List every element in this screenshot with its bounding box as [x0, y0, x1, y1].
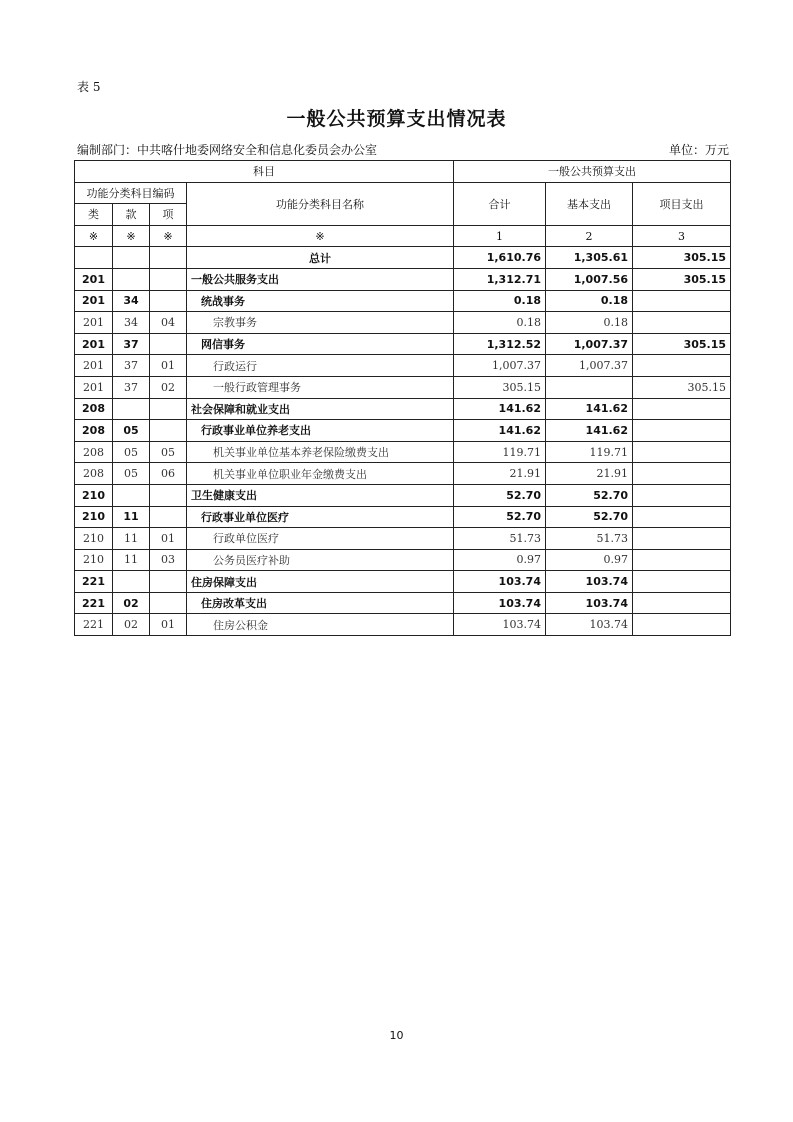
xiang-code-cell: 01	[150, 614, 187, 636]
total-amount-cell: 1,610.76	[454, 247, 546, 269]
basic-amount-cell: 141.62	[546, 420, 633, 442]
code-group-header: 功能分类科目编码	[75, 182, 187, 204]
kuan-code-cell: 11	[113, 528, 150, 550]
basic-amount-cell: 103.74	[546, 571, 633, 593]
basic-amount-cell: 103.74	[546, 614, 633, 636]
basic-header: 基本支出	[546, 182, 633, 225]
total-header: 合计	[454, 182, 546, 225]
lei-code-cell: 201	[75, 268, 113, 290]
mark-cell: ※	[150, 225, 187, 247]
total-amount-cell: 305.15	[454, 376, 546, 398]
basic-amount-cell: 1,007.56	[546, 268, 633, 290]
total-amount-cell: 21.91	[454, 463, 546, 485]
kuan-code-cell: 34	[113, 290, 150, 312]
subject-header: 科目	[75, 161, 454, 183]
subject-name-cell: 机关事业单位职业年金缴费支出	[187, 463, 454, 485]
xiang-code-cell: 02	[150, 376, 187, 398]
budget-group-header: 一般公共预算支出	[454, 161, 731, 183]
subject-name-cell: 一般公共服务支出	[187, 268, 454, 290]
kuan-code-cell	[113, 398, 150, 420]
project-amount-cell: 305.15	[633, 247, 731, 269]
subject-name-cell: 卫生健康支出	[187, 484, 454, 506]
xiang-code-cell	[150, 592, 187, 614]
project-amount-cell	[633, 614, 731, 636]
subject-name-cell: 住房改革支出	[187, 592, 454, 614]
total-amount-cell: 52.70	[454, 506, 546, 528]
subject-name-cell: 行政单位医疗	[187, 528, 454, 550]
total-amount-cell: 1,007.37	[454, 355, 546, 377]
project-amount-cell	[633, 441, 731, 463]
xiang-code-cell	[150, 268, 187, 290]
kuan-code-cell: 11	[113, 506, 150, 528]
table-row	[75, 463, 731, 485]
table-row	[75, 398, 731, 420]
lei-code-cell: 221	[75, 614, 113, 636]
project-amount-cell: 305.15	[633, 376, 731, 398]
total-amount-cell: 103.74	[454, 592, 546, 614]
table-row	[75, 355, 731, 377]
project-amount-cell	[633, 398, 731, 420]
project-amount-cell	[633, 290, 731, 312]
xiang-code-cell	[150, 571, 187, 593]
table-row	[75, 614, 731, 636]
xiang-code-cell: 01	[150, 355, 187, 377]
basic-amount-cell: 0.18	[546, 312, 633, 334]
table-row	[75, 549, 731, 571]
table-row	[75, 333, 731, 355]
kuan-code-cell: 34	[113, 312, 150, 334]
project-amount-cell: 305.15	[633, 333, 731, 355]
budget-table	[74, 160, 731, 636]
subject-name-cell: 社会保障和就业支出	[187, 398, 454, 420]
lei-code-cell	[75, 247, 113, 269]
table-row	[75, 571, 731, 593]
table-row-total	[75, 247, 731, 269]
subject-name-cell: 行政运行	[187, 355, 454, 377]
kuan-code-cell: 11	[113, 549, 150, 571]
kuan-code-cell	[113, 484, 150, 506]
table-row	[75, 290, 731, 312]
total-amount-cell: 1,312.52	[454, 333, 546, 355]
basic-amount-cell: 0.97	[546, 549, 633, 571]
header-row-2	[75, 182, 731, 204]
basic-amount-cell: 52.70	[546, 506, 633, 528]
total-amount-cell: 1,312.71	[454, 268, 546, 290]
mark-cell: ※	[113, 225, 150, 247]
department-label: 编制部门：中共喀什地委网络安全和信息化委员会办公室	[77, 143, 378, 157]
index-cell: 2	[546, 225, 633, 247]
project-amount-cell	[633, 420, 731, 442]
kuan-code-cell	[113, 571, 150, 593]
subject-name-cell: 网信事务	[187, 333, 454, 355]
table-row	[75, 506, 731, 528]
lei-code-cell: 208	[75, 398, 113, 420]
table-number-label: 表 5	[77, 80, 101, 94]
xiang-code-cell: 04	[150, 312, 187, 334]
table-row	[75, 528, 731, 550]
xiang-code-cell	[150, 506, 187, 528]
lei-code-cell: 210	[75, 484, 113, 506]
kuan-code-cell: 37	[113, 355, 150, 377]
project-amount-cell	[633, 484, 731, 506]
total-amount-cell: 52.70	[454, 484, 546, 506]
subject-name-cell: 宗教事务	[187, 312, 454, 334]
kuan-code-cell: 02	[113, 592, 150, 614]
index-cell: 3	[633, 225, 731, 247]
kuan-code-cell: 37	[113, 333, 150, 355]
kuan-header: 款	[113, 204, 150, 226]
subject-name-cell: 公务员医疗补助	[187, 549, 454, 571]
total-amount-cell: 103.74	[454, 614, 546, 636]
basic-amount-cell: 1,305.61	[546, 247, 633, 269]
xiang-header: 项	[150, 204, 187, 226]
lei-code-cell: 210	[75, 506, 113, 528]
basic-amount-cell	[546, 376, 633, 398]
total-amount-cell: 141.62	[454, 420, 546, 442]
mark-cell: ※	[187, 225, 454, 247]
subject-name-cell: 行政事业单位养老支出	[187, 420, 454, 442]
kuan-code-cell: 37	[113, 376, 150, 398]
mark-cell: ※	[75, 225, 113, 247]
lei-code-cell: 221	[75, 592, 113, 614]
table-row	[75, 420, 731, 442]
table-row	[75, 592, 731, 614]
name-header: 功能分类科目名称	[187, 182, 454, 225]
kuan-code-cell	[113, 268, 150, 290]
project-amount-cell	[633, 592, 731, 614]
project-amount-cell	[633, 528, 731, 550]
lei-code-cell: 221	[75, 571, 113, 593]
subject-name-cell: 机关事业单位基本养老保险缴费支出	[187, 441, 454, 463]
total-amount-cell: 141.62	[454, 398, 546, 420]
xiang-code-cell	[150, 484, 187, 506]
xiang-code-cell	[150, 398, 187, 420]
lei-code-cell: 201	[75, 355, 113, 377]
total-amount-cell: 0.18	[454, 312, 546, 334]
index-cell: 1	[454, 225, 546, 247]
project-amount-cell	[633, 571, 731, 593]
xiang-code-cell	[150, 420, 187, 442]
subject-name-cell: 住房保障支出	[187, 571, 454, 593]
lei-code-cell: 201	[75, 376, 113, 398]
basic-amount-cell: 119.71	[546, 441, 633, 463]
lei-code-cell: 208	[75, 420, 113, 442]
subject-name-cell: 行政事业单位医疗	[187, 506, 454, 528]
project-amount-cell	[633, 463, 731, 485]
table-row	[75, 484, 731, 506]
subject-name-cell: 一般行政管理事务	[187, 376, 454, 398]
basic-amount-cell: 0.18	[546, 290, 633, 312]
project-amount-cell	[633, 549, 731, 571]
page-number: 10	[389, 1029, 404, 1042]
kuan-code-cell	[113, 247, 150, 269]
lei-code-cell: 201	[75, 290, 113, 312]
basic-amount-cell: 141.62	[546, 398, 633, 420]
xiang-code-cell: 01	[150, 528, 187, 550]
project-amount-cell: 305.15	[633, 268, 731, 290]
xiang-code-cell	[150, 247, 187, 269]
xiang-code-cell	[150, 290, 187, 312]
lei-code-cell: 210	[75, 528, 113, 550]
subject-name-cell: 住房公积金	[187, 614, 454, 636]
lei-code-cell: 208	[75, 441, 113, 463]
basic-amount-cell: 103.74	[546, 592, 633, 614]
document-title: 一般公共预算支出情况表	[286, 108, 507, 130]
xiang-code-cell	[150, 333, 187, 355]
lei-header: 类	[75, 204, 113, 226]
total-amount-cell: 103.74	[454, 571, 546, 593]
kuan-code-cell: 05	[113, 420, 150, 442]
xiang-code-cell: 05	[150, 441, 187, 463]
project-header: 项目支出	[633, 182, 731, 225]
subject-name-cell: 统战事务	[187, 290, 454, 312]
basic-amount-cell: 1,007.37	[546, 333, 633, 355]
total-amount-cell: 51.73	[454, 528, 546, 550]
header-row-1	[75, 161, 731, 183]
subject-name-cell: 总计	[187, 247, 454, 269]
project-amount-cell	[633, 506, 731, 528]
total-amount-cell: 0.97	[454, 549, 546, 571]
basic-amount-cell: 21.91	[546, 463, 633, 485]
total-amount-cell: 119.71	[454, 441, 546, 463]
kuan-code-cell: 05	[113, 463, 150, 485]
kuan-code-cell: 02	[113, 614, 150, 636]
lei-code-cell: 210	[75, 549, 113, 571]
lei-code-cell: 201	[75, 312, 113, 334]
table-row	[75, 376, 731, 398]
table-row	[75, 441, 731, 463]
basic-amount-cell: 51.73	[546, 528, 633, 550]
lei-code-cell: 201	[75, 333, 113, 355]
lei-code-cell: 208	[75, 463, 113, 485]
total-amount-cell: 0.18	[454, 290, 546, 312]
header-row-index	[75, 225, 731, 247]
table-row	[75, 268, 731, 290]
kuan-code-cell: 05	[113, 441, 150, 463]
xiang-code-cell: 06	[150, 463, 187, 485]
unit-label: 单位：万元	[668, 143, 729, 157]
basic-amount-cell: 52.70	[546, 484, 633, 506]
project-amount-cell	[633, 312, 731, 334]
basic-amount-cell: 1,007.37	[546, 355, 633, 377]
table-row	[75, 312, 731, 334]
project-amount-cell	[633, 355, 731, 377]
xiang-code-cell: 03	[150, 549, 187, 571]
